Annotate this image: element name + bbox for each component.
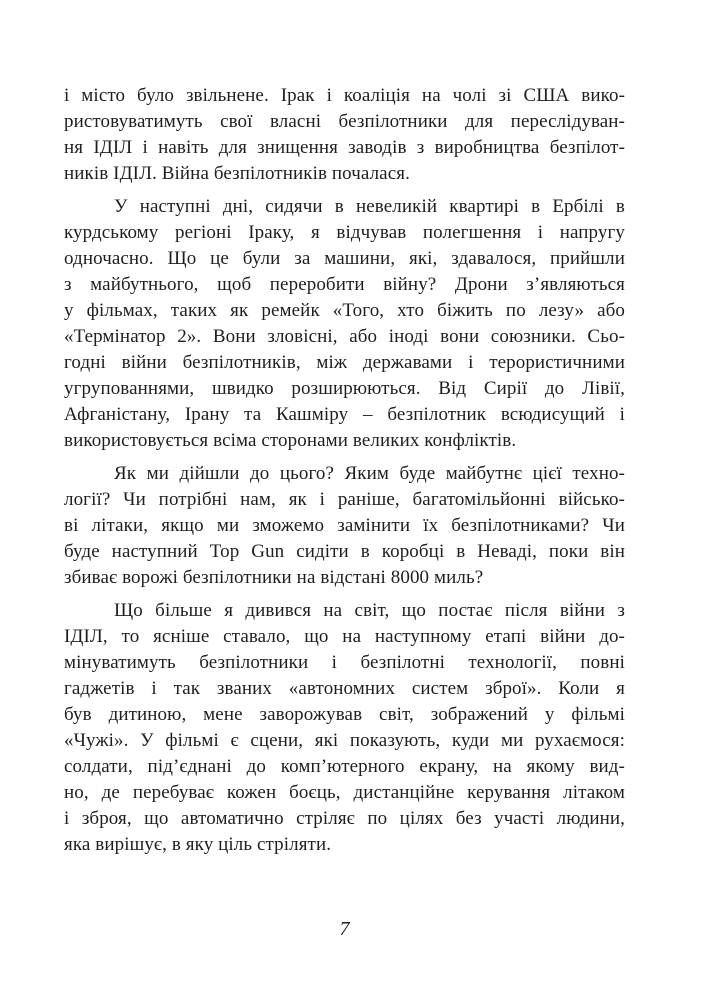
- text-line: одночасно. Що це були за машини, які, здавалося, прийшли: [64, 248, 625, 269]
- text-line: Афганістану, Ірану та Кашміру – безпілотник всюдисущий і: [64, 404, 625, 425]
- text-line: гаджетів і так званих «автономних систем зброї». Коли я: [64, 678, 625, 699]
- text-line: ві літаки, якщо ми зможемо замінити їх безпілотниками? Чи: [64, 515, 625, 536]
- text-line: Як ми дійшли до цього? Яким буде майбутнє цієї техно-: [114, 463, 625, 484]
- text-block: [64, 83, 625, 858]
- page-number: 7: [339, 918, 350, 940]
- text-line: і місто було звільнене. Ірак і коаліція на чолі зі США вико-: [64, 85, 625, 106]
- text-line: «Термінатор 2». Вони зловісні, або іноді вони союзники. Сьо-: [64, 326, 625, 347]
- text-line: буде наступний Top Gun сидіти в коробці в Неваді, поки він: [64, 541, 625, 562]
- text-line: годні війни безпілотників, між державами і терористичними: [64, 352, 625, 373]
- text-line: солдати, під’єднані до комп’ютерного екрану, на якому вид-: [64, 756, 625, 777]
- text-line: ників ІДІЛ. Війна безпілотників почалася.: [64, 163, 410, 184]
- text-line: мінуватимуть безпілотники і безпілотні технології, повні: [64, 652, 625, 673]
- text-line: ристовуватимуть свої власні безпілотники для переслідуван-: [64, 111, 625, 132]
- paragraph: [64, 194, 625, 454]
- text-line: Що більше я дивився на світ, що постає після війни з: [114, 600, 625, 621]
- paragraph: [64, 83, 625, 187]
- text-line: у фільмах, таких як ремейк «Того, хто біжить по лезу» або: [64, 300, 625, 321]
- text-line: но, де перебуває кожен боєць, дистанційне керування літаком: [64, 782, 625, 803]
- text-line: був дитиною, мене заворожував світ, зображений у фільмі: [64, 704, 625, 725]
- text-line: і зброя, що автоматично стріляє по цілях без участі людини,: [64, 808, 625, 829]
- text-line: ня ІДІЛ і навіть для знищення заводів з виробництва безпілот-: [64, 137, 625, 158]
- text-line: яка вирішує, в яку ціль стріляти.: [64, 834, 332, 855]
- paragraph: [64, 461, 625, 591]
- text-line: логії? Чи потрібні нам, як і раніше, багатомільйонні військо-: [64, 489, 625, 510]
- paragraph: [64, 598, 625, 858]
- text-line: «Чужі». У фільмі є сцени, які показують, куди ми рухаємося:: [64, 730, 625, 751]
- text-line: ІДІЛ, то ясніше ставало, що на наступному етапі війни до-: [64, 626, 625, 647]
- text-line: з майбутнього, щоб переробити війну? Дрони з’являються: [64, 274, 625, 295]
- text-line: курдському регіоні Іраку, я відчував полегшення і напругу: [64, 222, 625, 243]
- text-line: угрупованнями, швидко розширюються. Від Сирії до Лівії,: [64, 378, 625, 399]
- text-line: У наступні дні, сидячи в невеликій квартирі в Ербілі в: [114, 196, 625, 217]
- text-line: використовується всіма сторонами великих конфліктів.: [64, 430, 517, 451]
- text-line: збиває ворожі безпілотники на відстані 8000 миль?: [64, 567, 484, 588]
